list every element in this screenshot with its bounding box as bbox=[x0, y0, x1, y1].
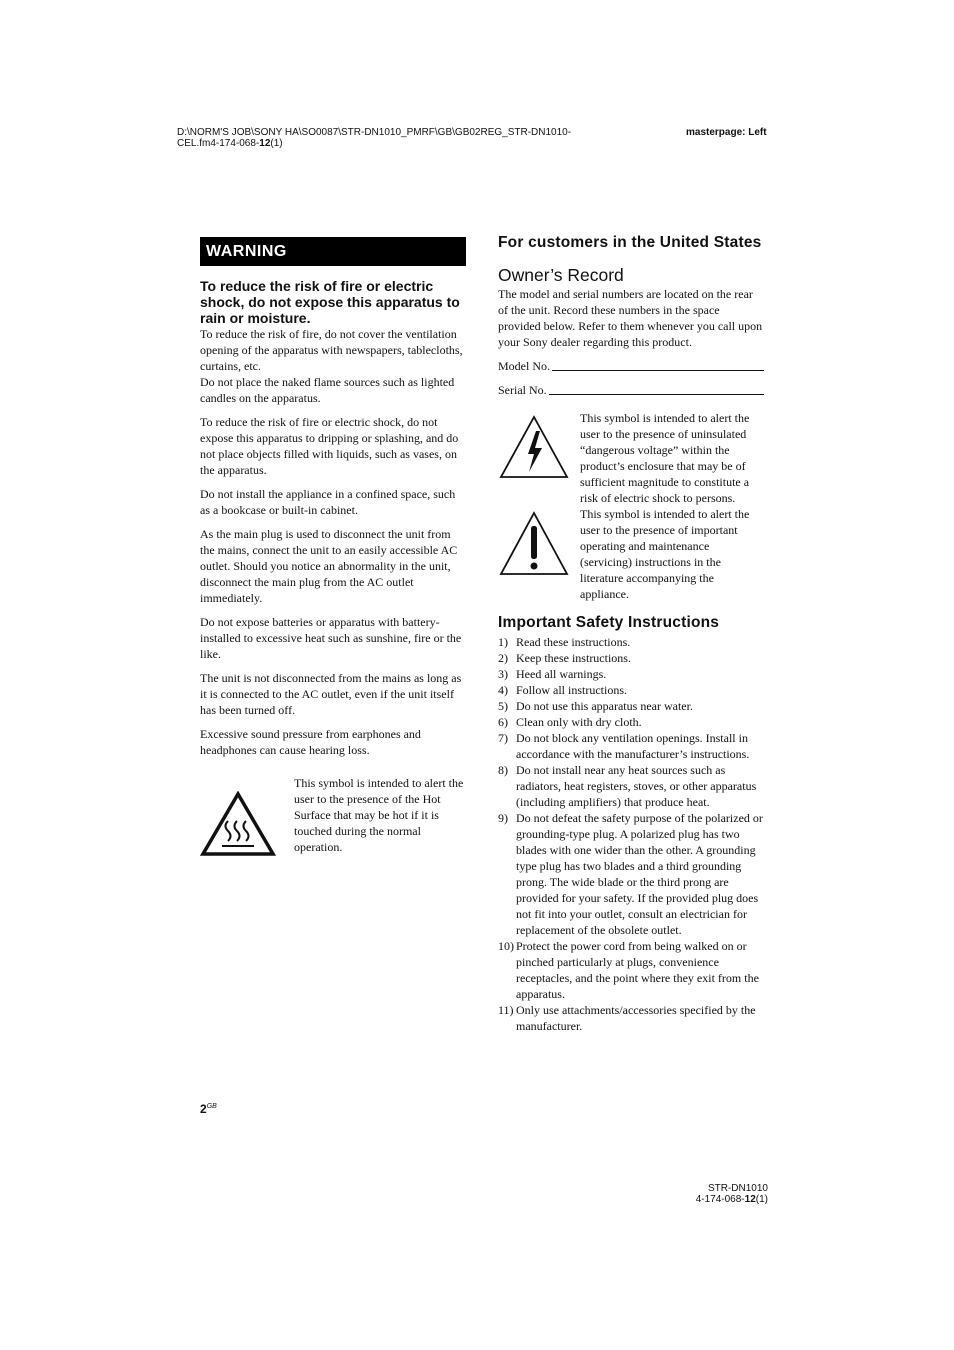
warning-paragraph: Do not install the appliance in a confined space, such as a bookcase or built-in cabinet. bbox=[200, 487, 456, 517]
warning-lead: To reduce the risk of fire or electric shock, do not expose this apparatus to rain or moisture. bbox=[200, 278, 460, 326]
serial-number-label: Serial No. bbox=[498, 383, 547, 397]
warning-paragraph: The unit is not disconnected from the mains as long as it is connected to the AC outlet, even if the unit itself has been turned off. bbox=[200, 671, 462, 717]
model-footer bbox=[668, 1183, 768, 1205]
list-item: 1) Read these instructions. bbox=[498, 635, 631, 649]
file-path-line2: CEL.fm4-174-068-12(1) bbox=[177, 138, 283, 149]
model-number-field bbox=[498, 358, 764, 374]
warning-paragraph: Do not expose batteries or apparatus with battery-installed to excessive heat such as sunshine, fire or the like. bbox=[200, 615, 462, 661]
warning-paragraph: Excessive sound pressure from earphones and headphones can cause hearing loss. bbox=[200, 727, 421, 757]
footer-code: 4-174-068-12(1) bbox=[695, 1194, 768, 1205]
safety-instructions-list bbox=[498, 634, 764, 1034]
warning-section bbox=[200, 237, 466, 862]
hot-surface-text: This symbol is intended to alert the user to the presence of the Hot Surface that may be hot if it is touched during the normal operation. bbox=[294, 776, 464, 854]
masterpage-label: masterpage: Left bbox=[686, 127, 767, 138]
exclamation-warning-icon bbox=[498, 506, 580, 602]
model-number-label: Model No. bbox=[498, 359, 550, 373]
list-item: 5) Do not use this apparatus near water. bbox=[498, 699, 693, 713]
owners-record-text: The model and serial numbers are located on the rear of the unit. Record these numbers in the space provided below. Refer to them whenever you call upon your Sony dealer regarding this product. bbox=[498, 287, 763, 349]
file-path-header bbox=[177, 127, 647, 149]
list-item: 10) Protect the power cord from being walked on or pinched particularly at plugs, convenience receptacles, and the point where they exit from the apparatus. bbox=[498, 939, 759, 1001]
list-item: 3) Heed all warnings. bbox=[498, 667, 607, 681]
list-item: 6) Clean only with dry cloth. bbox=[498, 715, 642, 729]
warning-paragraph: Do not place the naked flame sources such as lighted candles on the apparatus. bbox=[200, 375, 455, 405]
list-item: 2) Keep these instructions. bbox=[498, 651, 631, 665]
owners-record-heading: Owner’s Record bbox=[498, 265, 624, 285]
lightning-warning-icon bbox=[498, 410, 580, 506]
serial-number-blank bbox=[549, 382, 764, 395]
file-path-line1: D:\NORM'S JOB\SONY HA\SO0087\STR-DN1010_PMRF\GB\GB02REG_STR-DN1010- bbox=[177, 127, 572, 138]
exclamation-symbol-notice bbox=[498, 506, 764, 602]
list-item: 9) Do not defeat the safety purpose of the polarized or grounding-type plug. A polarized plug has two blades with one wider than the other. A grounding type plug has two blades and a third grounding prong. The wide blade or the third prong are provided for your safety. If the provided plug does not fit into your outlet, consult an electrician for replacement of the obsolete outlet. bbox=[498, 811, 763, 937]
list-item: 11) Only use attachments/accessories specified by the manufacturer. bbox=[498, 1003, 756, 1033]
warning-paragraph: To reduce the risk of fire, do not cover the ventilation opening of the apparatus with newspapers, tablecloths, curtains, etc. bbox=[200, 327, 463, 373]
hot-surface-notice bbox=[200, 775, 466, 862]
voltage-symbol-notice bbox=[498, 410, 764, 506]
exclamation-symbol-text: This symbol is intended to alert the user to the presence of important operating and maintenance (servicing) instructions in the literature accompanying the appliance. bbox=[580, 507, 750, 601]
serial-number-field bbox=[498, 382, 764, 398]
safety-instructions-heading: Important Safety Instructions bbox=[498, 614, 720, 631]
voltage-symbol-text: This symbol is intended to alert the user to the presence of uninsulated “dangerous voltage” within the product’s enclosure that may be of sufficient magnitude to constitute a risk of electric shock to persons. bbox=[580, 411, 750, 505]
warning-paragraph: To reduce the risk of fire or electric shock, do not expose this apparatus to dripping or splashing, and do not place objects filled with liquids, such as vases, on the apparatus. bbox=[200, 415, 459, 477]
us-customers-heading: For customers in the United States bbox=[498, 234, 762, 251]
us-customers-section bbox=[498, 234, 764, 1034]
page-number: $2^{GB}$ bbox=[200, 1102, 217, 1116]
hot-surface-icon bbox=[200, 775, 294, 862]
list-item: 8) Do not install near any heat sources such as radiators, heat registers, stoves, or other apparatus (including amplifiers) that produce heat. bbox=[498, 763, 757, 809]
list-item: 7) Do not block any ventilation openings. Install in accordance with the manufacturer’s instructions. bbox=[498, 731, 750, 761]
footer-model: STR-DN1010 bbox=[707, 1183, 768, 1194]
page-number-suffix: GB bbox=[206, 1103, 217, 1110]
model-number-blank bbox=[552, 358, 764, 371]
warning-heading: WARNING bbox=[200, 237, 466, 266]
warning-paragraph: As the main plug is used to disconnect the unit from the mains, connect the unit to an easily accessible AC outlet. Should you notice an abnormality in the unit, disconnect the main plug from the AC outlet immediately. bbox=[200, 527, 458, 605]
list-item: 4) Follow all instructions. bbox=[498, 683, 627, 697]
